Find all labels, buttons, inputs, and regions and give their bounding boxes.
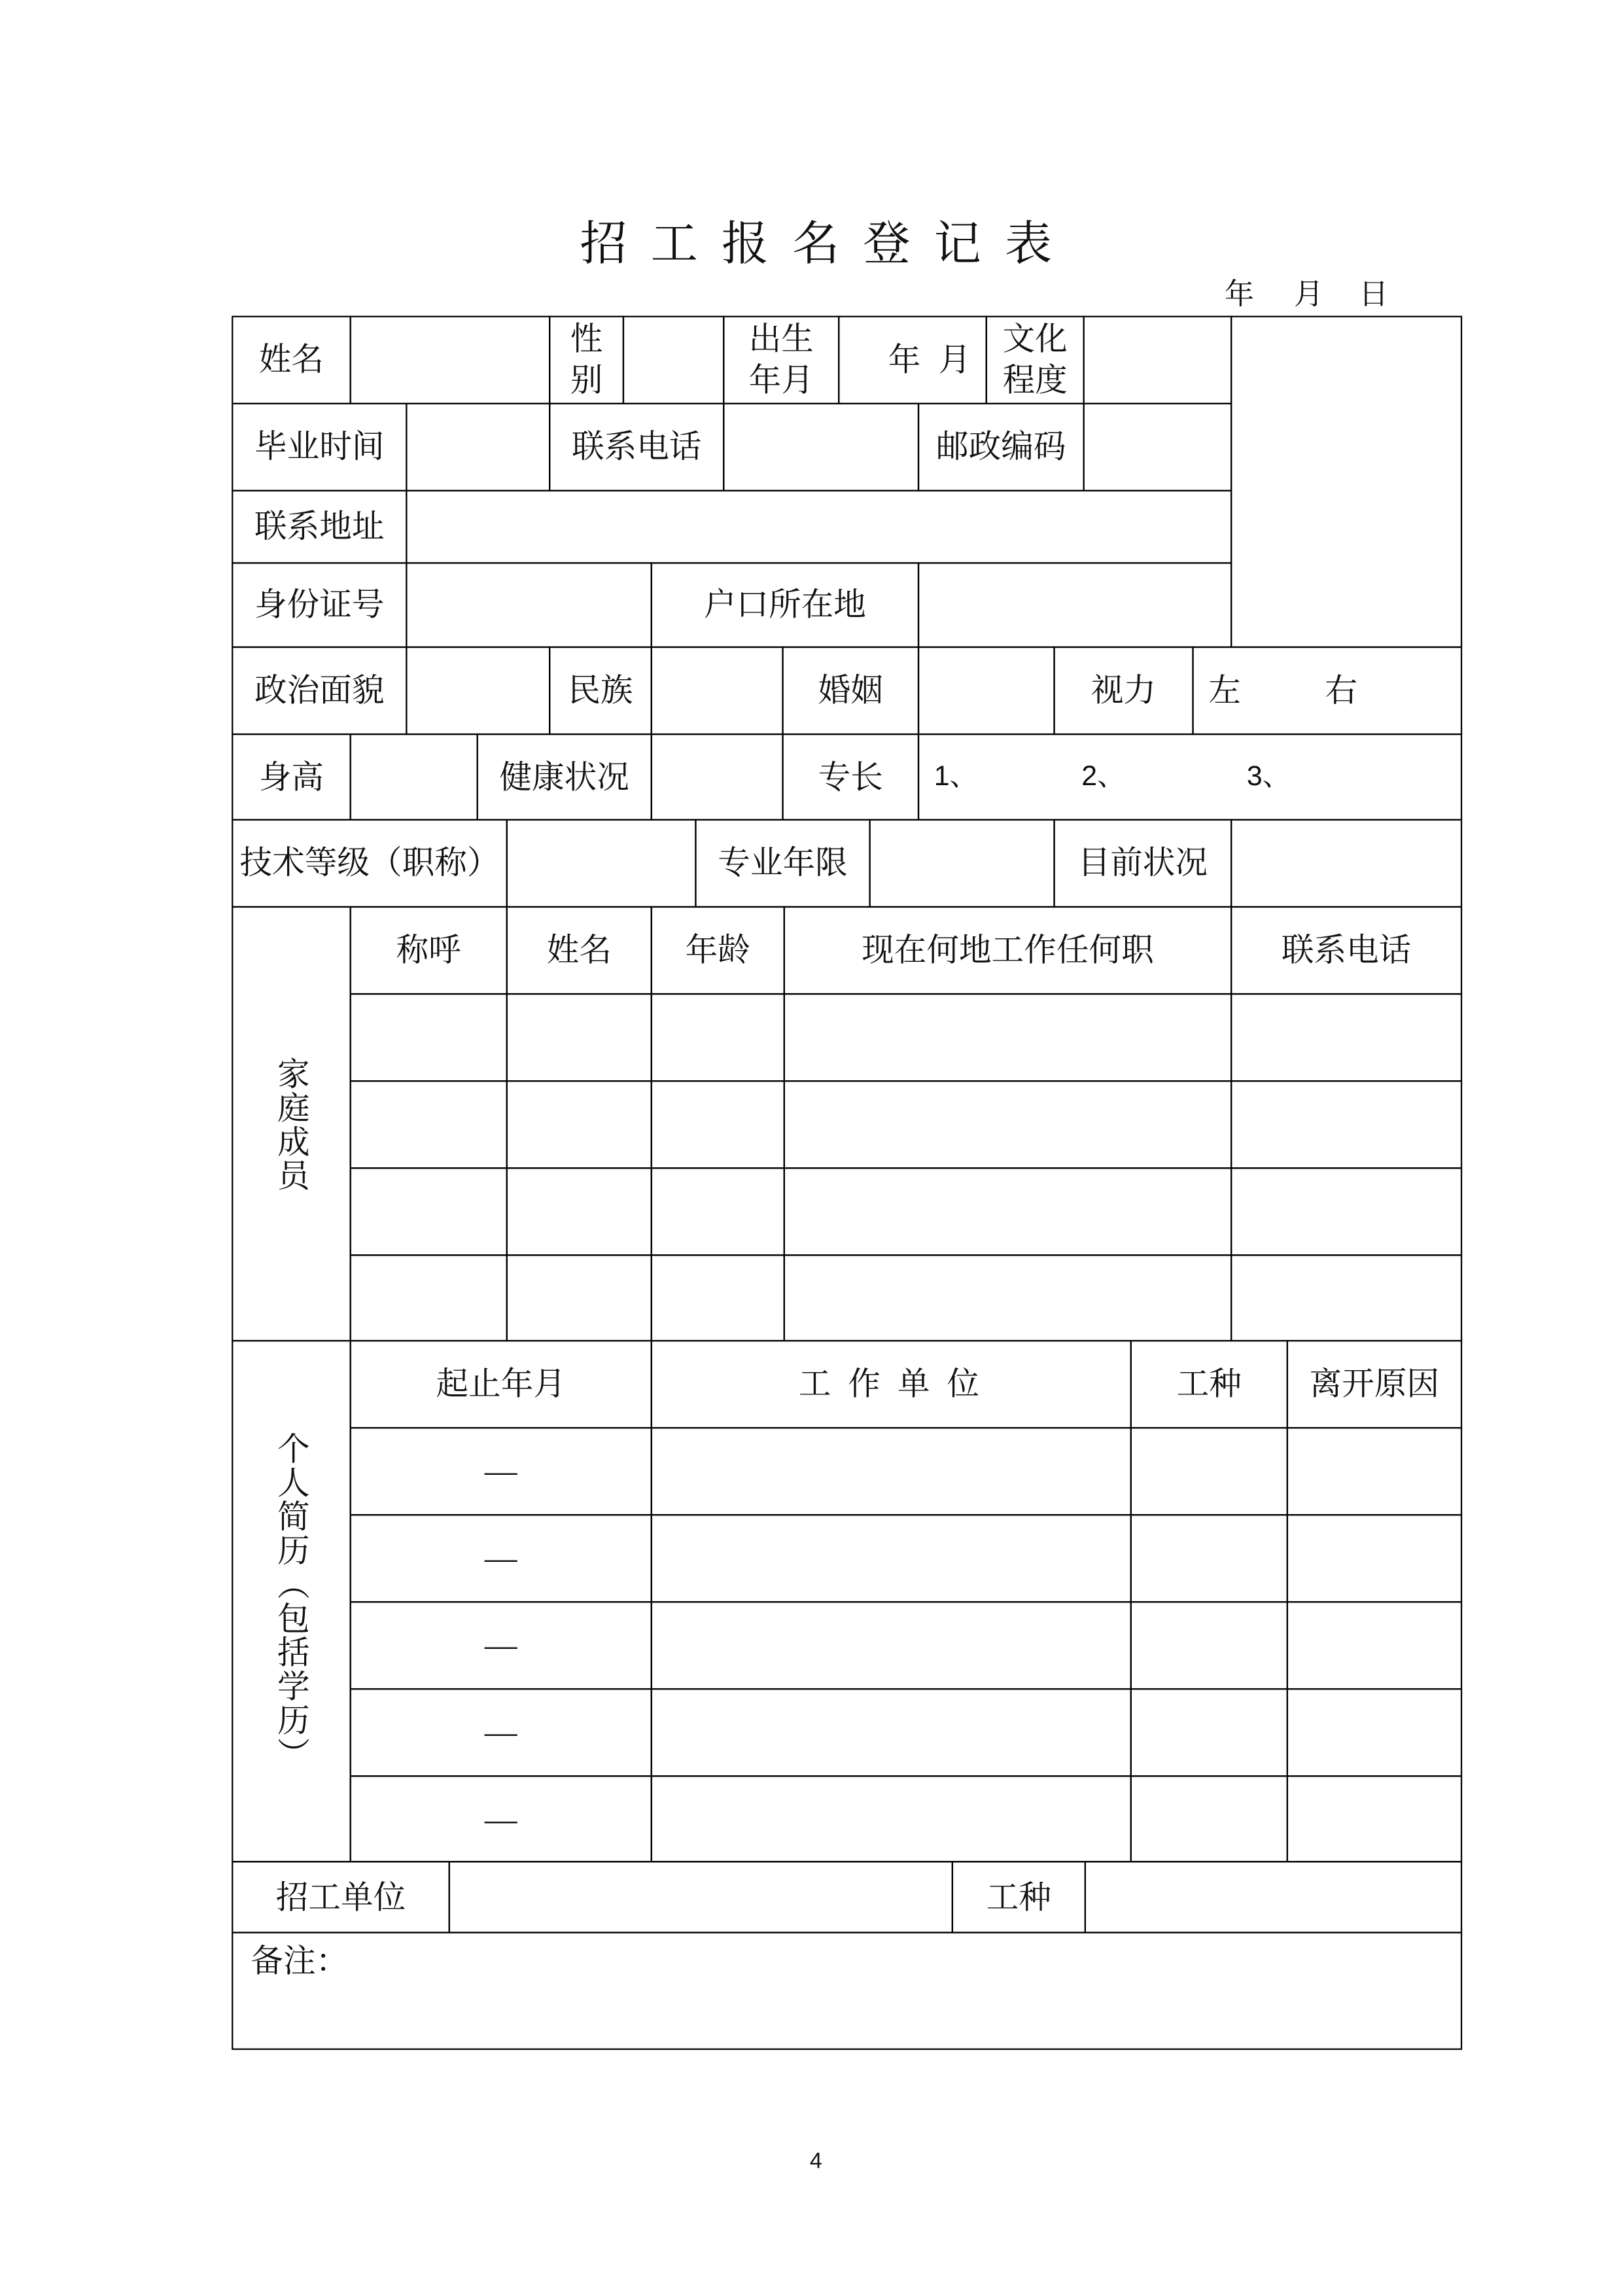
current-status-label: 目前状况: [1053, 819, 1232, 908]
history-row-4-leave-reason: [1287, 1688, 1462, 1776]
political-status-field: [406, 646, 550, 735]
birth-label: 出生年月: [748, 320, 814, 398]
family-section-label: 家庭成员: [273, 1055, 311, 1192]
history-row-2-employer: [651, 1514, 1132, 1602]
birth-month-unit: 月: [938, 341, 971, 378]
hukou-label: 户口所在地: [651, 562, 919, 648]
history-row-2-job-type: [1130, 1514, 1288, 1602]
height-label: 身高: [232, 733, 351, 821]
phone-label: 联系电话: [549, 403, 724, 491]
address-field: [406, 490, 1232, 564]
page-number: 4: [809, 2148, 822, 2174]
ethnicity-label: 民族: [549, 646, 652, 735]
political-status-label: 政治面貌: [232, 646, 407, 735]
family-row-4-name: [506, 1254, 652, 1341]
family-row-3-workplace-position: [784, 1167, 1232, 1256]
family-row-3-relation: [350, 1167, 508, 1256]
family-row-2-phone: [1230, 1080, 1462, 1169]
history-section-label-cell: [232, 1340, 351, 1862]
ethnicity-field: [651, 646, 784, 735]
specialty-field: [918, 733, 1462, 821]
job-type-label: 工种: [952, 1861, 1086, 1934]
history-row-3-leave-reason: [1287, 1601, 1462, 1689]
family-row-2-workplace-position: [784, 1080, 1232, 1169]
date-month-label: 月: [1294, 279, 1324, 311]
vision-right-label: 右: [1325, 671, 1358, 709]
address-label: 联系地址: [232, 490, 407, 564]
family-row-3-name: [506, 1167, 652, 1256]
remarks-box: [232, 1932, 1462, 2049]
family-section-label-cell: [232, 906, 351, 1341]
family-row-2-age: [651, 1080, 785, 1169]
family-row-3-phone: [1230, 1167, 1462, 1256]
history-header-employer: [651, 1340, 1132, 1428]
tech-level-label: 技术等级（职称）: [232, 819, 508, 908]
height-field: [350, 733, 478, 821]
vision-left-label: 左: [1208, 671, 1241, 709]
history-row-1-leave-reason: [1287, 1427, 1462, 1515]
tech-level-field: [506, 819, 697, 908]
family-header-workplace-position: 现在何地工作任何职: [784, 906, 1232, 995]
history-row-2-leave-reason: [1287, 1514, 1462, 1602]
hukou-field: [918, 562, 1232, 648]
id-number-field: [406, 562, 652, 648]
family-row-1-name: [506, 993, 652, 1082]
specialty-item-1: 1、: [934, 760, 978, 792]
gender-label-cell: [549, 316, 624, 404]
history-row-4-job-type: [1130, 1688, 1288, 1776]
family-row-2-name: [506, 1080, 652, 1169]
professional-years-label: 专业年限: [695, 819, 870, 908]
job-type-field: [1085, 1861, 1462, 1934]
education-field: [1083, 316, 1232, 404]
birth-year-unit: 年: [888, 341, 921, 378]
history-header-period: 起止年月: [350, 1340, 652, 1428]
family-header-phone: 联系电话: [1230, 906, 1462, 995]
recruiting-unit-field: [449, 1861, 953, 1934]
family-row-3-age: [651, 1167, 785, 1256]
history-row-5-period: —: [350, 1775, 652, 1862]
date-year-label: 年: [1225, 279, 1255, 311]
vision-label: 视力: [1053, 646, 1193, 735]
postcode-label: 邮政编码: [918, 403, 1085, 491]
family-header-age: 年龄: [651, 906, 785, 995]
family-row-1-workplace-position: [784, 993, 1232, 1082]
remarks-label: 备注：: [251, 1942, 349, 1979]
name-field: [350, 316, 551, 404]
history-row-1-job-type: [1130, 1427, 1288, 1515]
id-number-label: 身份证号: [232, 562, 407, 648]
family-row-1-relation: [350, 993, 508, 1082]
history-section-label: 个人简历（包括学历）: [273, 1431, 311, 1771]
family-row-4-relation: [350, 1254, 508, 1341]
family-row-2-relation: [350, 1080, 508, 1169]
family-row-4-phone: [1230, 1254, 1462, 1341]
history-header-job-type: 工种: [1130, 1340, 1288, 1428]
birth-label-cell: [723, 316, 839, 404]
history-row-3-period: —: [350, 1601, 652, 1689]
date-day-label: 日: [1359, 279, 1389, 311]
history-row-1-employer: [651, 1427, 1132, 1515]
history-row-5-leave-reason: [1287, 1775, 1462, 1862]
history-row-2-period: —: [350, 1514, 652, 1602]
education-label: 文化程度: [1002, 320, 1068, 398]
birth-field: [838, 316, 987, 404]
family-row-4-age: [651, 1254, 785, 1341]
history-header-leave-reason: 离开原因: [1287, 1340, 1462, 1428]
vision-field: [1192, 646, 1462, 735]
name-label: 姓名: [232, 316, 351, 404]
gender-field: [623, 316, 725, 404]
current-status-field: [1230, 819, 1462, 908]
history-row-4-period: —: [350, 1688, 652, 1776]
marriage-label: 婚姻: [782, 646, 919, 735]
marriage-field: [918, 646, 1055, 735]
history-row-3-job-type: [1130, 1601, 1288, 1689]
specialty-item-2: 2、: [1081, 760, 1125, 792]
graduation-field: [406, 403, 550, 491]
family-row-1-phone: [1230, 993, 1462, 1082]
photo-box: [1230, 316, 1462, 648]
history-header-employer-text: 工 作 单 位: [798, 1365, 984, 1403]
family-header-relation: 称呼: [350, 906, 508, 995]
professional-years-field: [869, 819, 1055, 908]
specialty-item-3: 3、: [1246, 760, 1291, 792]
postcode-field: [1083, 403, 1232, 491]
history-row-3-employer: [651, 1601, 1132, 1689]
specialty-label: 专长: [782, 733, 919, 821]
history-row-1-period: —: [350, 1427, 652, 1515]
history-row-5-employer: [651, 1775, 1132, 1862]
phone-field: [723, 403, 919, 491]
education-label-cell: [986, 316, 1085, 404]
history-row-4-employer: [651, 1688, 1132, 1776]
family-row-1-age: [651, 993, 785, 1082]
family-header-name: 姓名: [506, 906, 652, 995]
form-title: 招 工 报 名 登 记 表: [580, 217, 1058, 270]
gender-label: 性别: [570, 320, 603, 398]
health-field: [651, 733, 784, 821]
health-label: 健康状况: [477, 733, 652, 821]
graduation-label: 毕业时间: [232, 403, 407, 491]
recruiting-unit-label: 招工单位: [232, 1861, 450, 1934]
history-row-5-job-type: [1130, 1775, 1288, 1862]
family-row-4-workplace-position: [784, 1254, 1232, 1341]
